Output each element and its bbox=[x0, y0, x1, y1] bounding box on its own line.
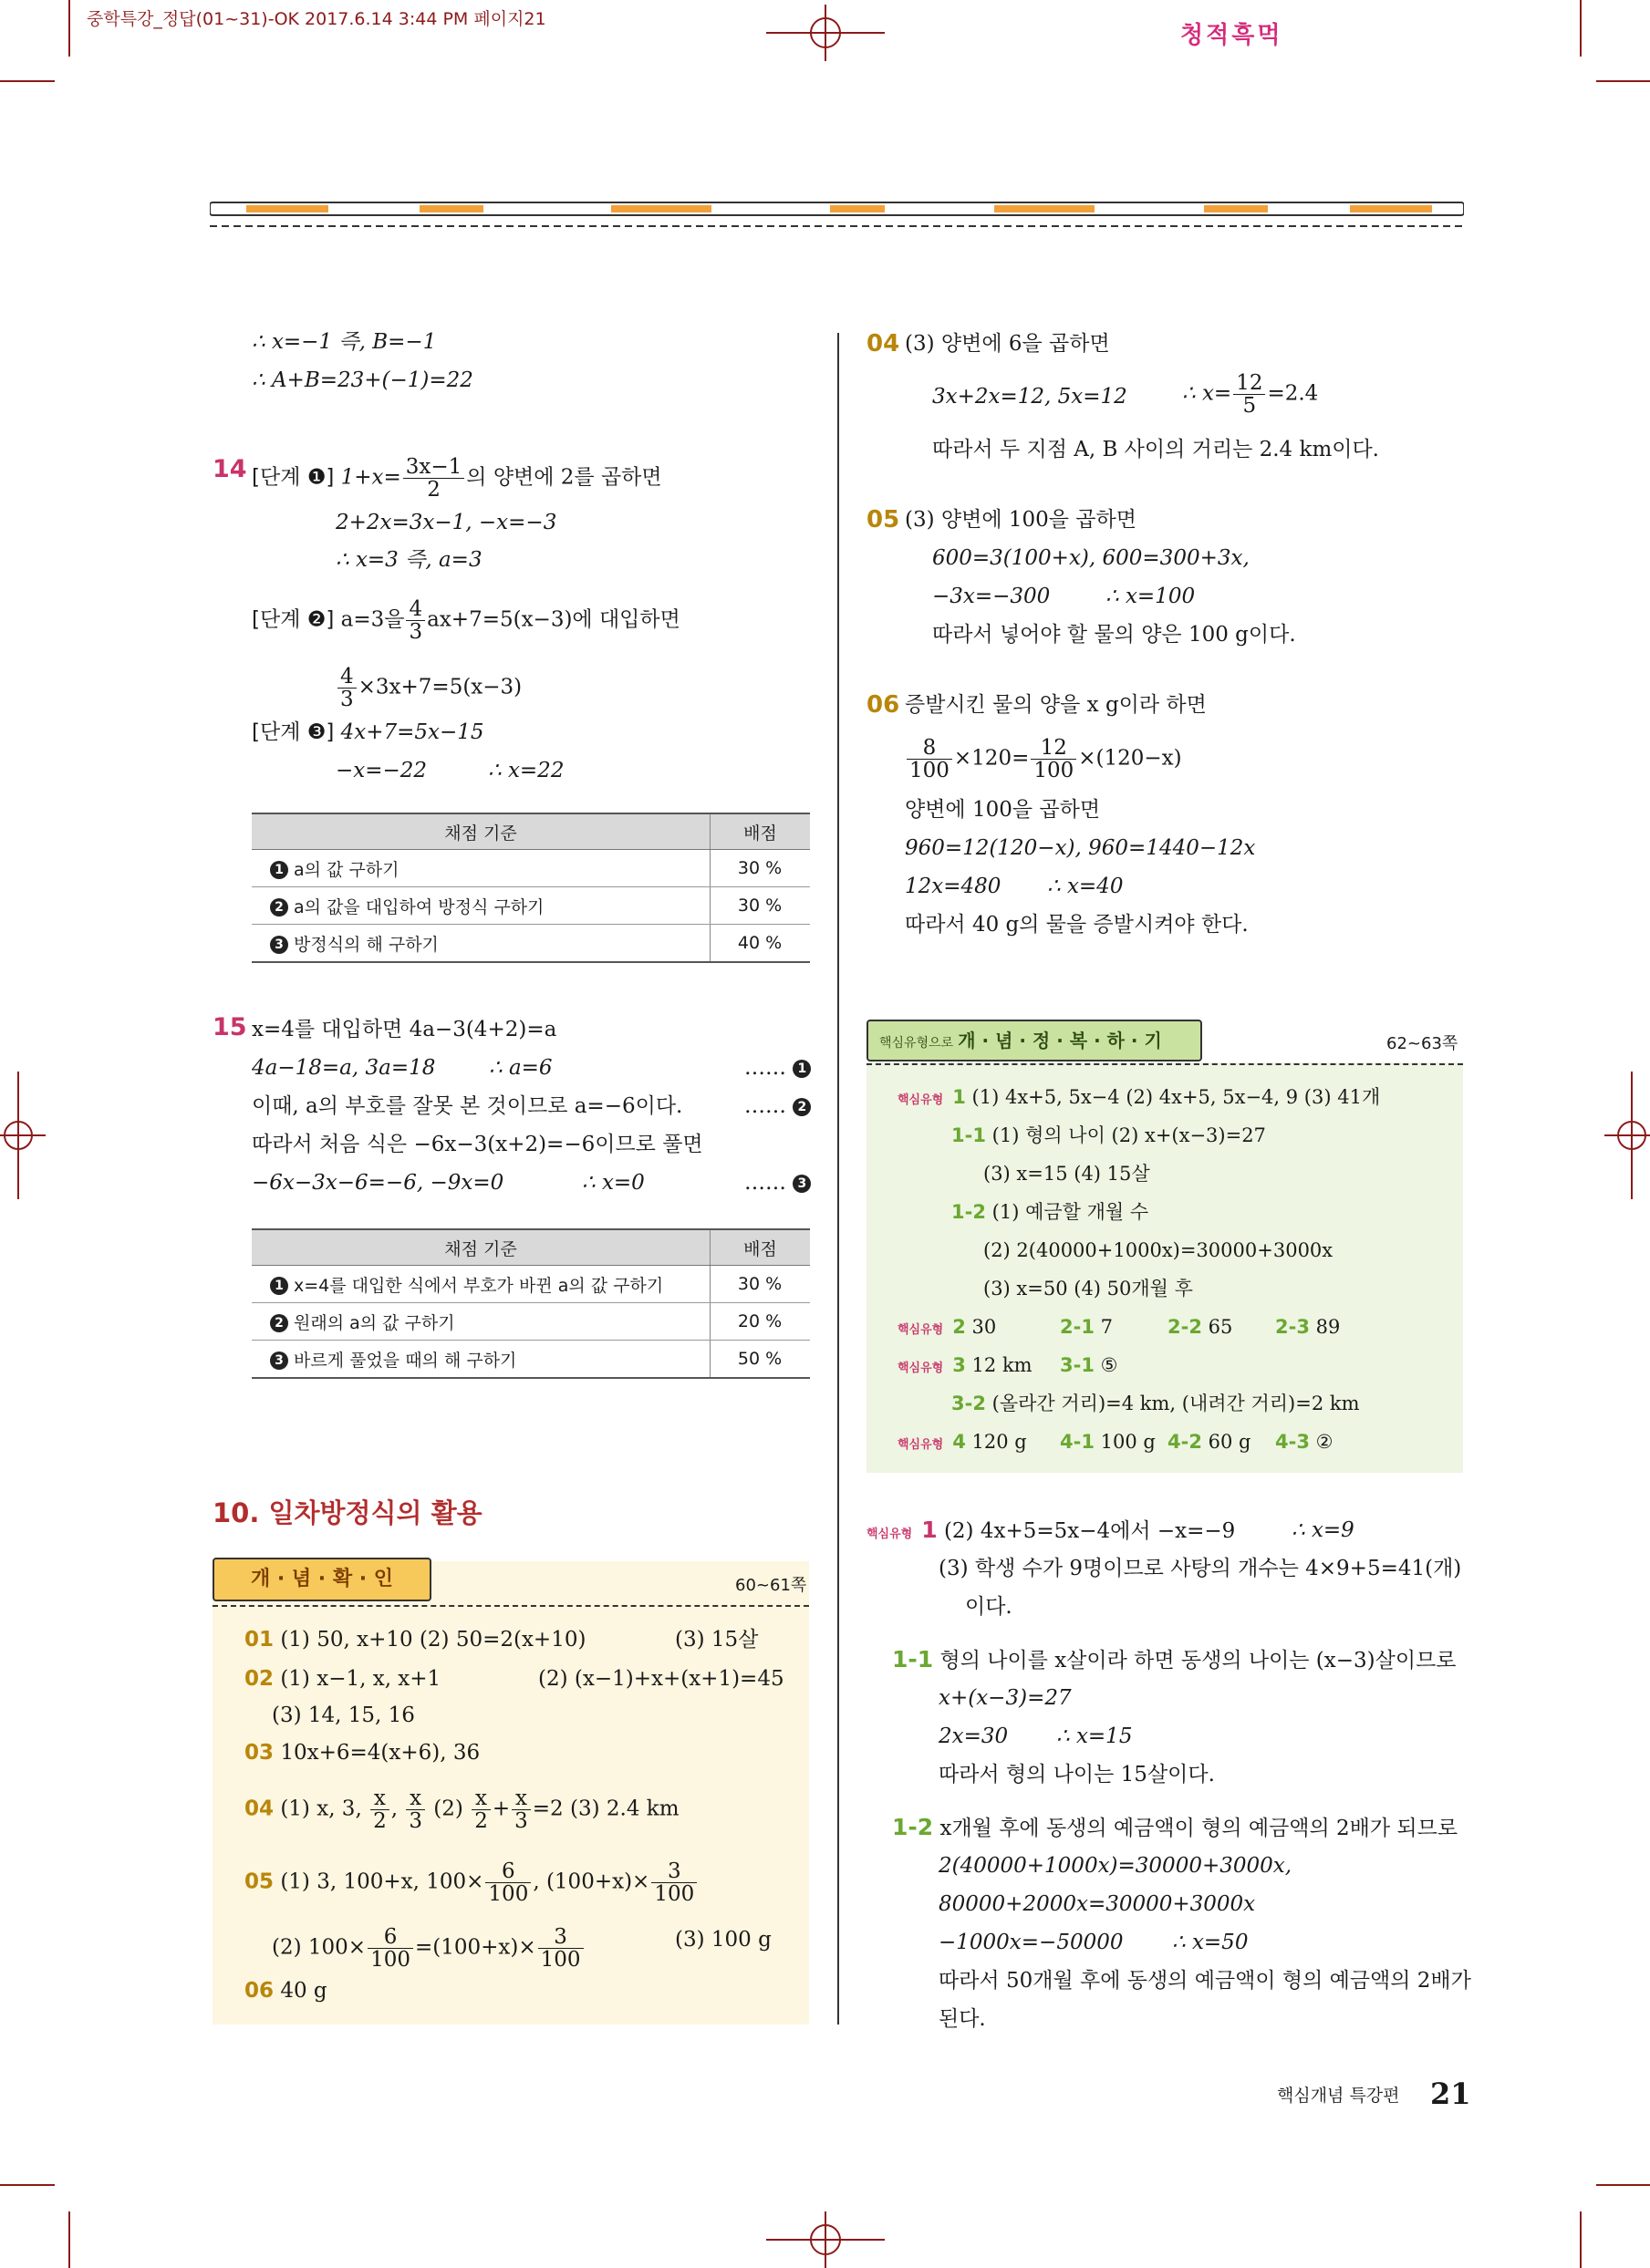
answer-text: 12 km bbox=[971, 1354, 1033, 1376]
math-line: −3x=−300 bbox=[932, 585, 1051, 608]
answer-number: 4 bbox=[952, 1431, 966, 1453]
answer-text: (3) 15살 bbox=[675, 1628, 759, 1652]
text-line: 따라서 처음 식은 −6x−3(x+2)=−6이므로 풀면 bbox=[252, 1133, 703, 1156]
step-line bbox=[252, 456, 662, 501]
text-line: 된다. bbox=[939, 2007, 986, 2031]
fraction: $\frac{12}{5}$ bbox=[1233, 372, 1265, 417]
page-range: 60~61쪽 bbox=[735, 1576, 807, 1595]
review-line bbox=[898, 1313, 996, 1344]
answer-text: , (100+x)× bbox=[533, 1869, 650, 1894]
math-text: ×120= bbox=[953, 746, 1030, 771]
review-line bbox=[898, 1351, 1033, 1383]
math-line: x+(x−3)=27 bbox=[939, 1686, 1072, 1710]
math-line bbox=[905, 737, 1182, 782]
answer-text: (2) 2(40000+1000x)=30000+3000x bbox=[983, 1239, 1333, 1261]
step-marker bbox=[744, 1169, 816, 1196]
table-row bbox=[252, 925, 810, 963]
fraction bbox=[406, 598, 425, 643]
table-header: 채점 기준 bbox=[252, 813, 711, 850]
math-line bbox=[1182, 372, 1318, 417]
table-cell: 30 % bbox=[711, 1266, 811, 1303]
answer-text: 100 g bbox=[1100, 1431, 1156, 1453]
answer-text: (3) x=15 (4) 15살 bbox=[983, 1163, 1150, 1185]
answer-number: 05 bbox=[244, 1869, 275, 1894]
answer-text: 40 g bbox=[280, 1979, 327, 2003]
review-line bbox=[951, 1390, 1360, 1417]
registration-mark-icon bbox=[0, 1072, 46, 1199]
table-row bbox=[252, 1341, 810, 1379]
answer-number: 2-2 bbox=[1167, 1316, 1202, 1338]
text-line: 이다. bbox=[965, 1595, 1012, 1619]
page-range: 62~63쪽 bbox=[1386, 1034, 1458, 1053]
review-tab-big: 개 · 념 · 정 · 복 · 하 · 기 bbox=[958, 1030, 1162, 1051]
math-line: ∴ x=22 bbox=[488, 759, 565, 782]
text-line: (3) 양변에 6을 곱하면 bbox=[905, 332, 1110, 356]
answer-line bbox=[244, 1977, 327, 2004]
answer-number: 01 bbox=[244, 1628, 275, 1652]
math-line: ∴ x=3 즉, a=3 bbox=[336, 548, 483, 572]
answer-text: (3) x=50 (4) 50개월 후 bbox=[983, 1278, 1193, 1300]
answer-text: ② bbox=[1315, 1431, 1333, 1453]
scoring-table bbox=[252, 1228, 810, 1379]
registration-mark-icon bbox=[766, 5, 885, 61]
scoring-table bbox=[252, 813, 810, 963]
answer-line bbox=[244, 1739, 480, 1766]
fraction-top: 4 bbox=[337, 666, 357, 689]
answer-number: 1-2 bbox=[951, 1201, 986, 1223]
dots: …… bbox=[744, 1171, 786, 1195]
registration-mark-icon bbox=[766, 2211, 885, 2268]
math-line: 4a−18=a, 3a=18 bbox=[252, 1056, 436, 1080]
tag-label: 핵심유형 bbox=[867, 1528, 913, 1541]
math-text: 4x+7=5x−15 bbox=[340, 720, 484, 744]
math-line: ∴ x=40 bbox=[1047, 875, 1124, 898]
fraction: $\frac{x}{2}$ bbox=[370, 1787, 389, 1832]
page-number: 21 bbox=[1430, 2076, 1471, 2111]
answer-text: (1) x, 3, bbox=[280, 1797, 362, 1821]
answer-text: =2 (3) 2.4 km bbox=[532, 1797, 680, 1821]
math-line: x=4를 대입하면 4a−3(4+2)=a bbox=[252, 1018, 557, 1041]
step-label: [단계 ❷] bbox=[252, 607, 335, 632]
table-header: 배점 bbox=[711, 813, 811, 850]
table-cell: 20 % bbox=[711, 1303, 811, 1341]
answer-text: (2) 100× bbox=[272, 1935, 367, 1960]
problem-number: 14 bbox=[213, 455, 247, 483]
answer-text: 89 bbox=[1315, 1316, 1341, 1338]
text-line: 따라서 50개월 후에 동생의 예금액이 형의 예금액의 2배가 bbox=[939, 1969, 1471, 1993]
fraction-bottom: 3 bbox=[340, 688, 354, 712]
fraction-bottom: 3 bbox=[409, 620, 423, 645]
solution-line bbox=[892, 1814, 1458, 1842]
answer-number: 06 bbox=[244, 1979, 275, 2003]
dots: …… bbox=[744, 1094, 786, 1118]
fraction-bottom: 2 bbox=[427, 478, 441, 502]
step-marker-icon: 3 bbox=[270, 936, 288, 954]
crop-mark bbox=[1580, 0, 1582, 57]
crop-mark bbox=[1580, 2211, 1582, 2268]
answer-number: 03 bbox=[244, 1741, 275, 1765]
text-line: 따라서 형의 나이는 15살이다. bbox=[939, 1763, 1215, 1786]
math-line: 3x+2x=12, 5x=12 bbox=[932, 385, 1127, 409]
math-line: ∴ a=6 bbox=[489, 1056, 553, 1080]
crop-mark bbox=[68, 0, 70, 57]
answer-line bbox=[244, 1860, 699, 1905]
registration-mark-icon bbox=[1604, 1072, 1650, 1199]
table-cell: 50 % bbox=[711, 1341, 811, 1379]
crop-mark bbox=[68, 2211, 70, 2268]
answer-text: (1) 3, 100+x, 100× bbox=[280, 1869, 484, 1894]
text: ax+7=5(x−3)에 대입하면 bbox=[427, 607, 680, 632]
fraction-top: 4 bbox=[406, 598, 425, 621]
review-line bbox=[1060, 1351, 1117, 1379]
section-title: 10. 일차방정식의 활용 bbox=[213, 1497, 483, 1528]
math-line: 960=12(120−x), 960=1440−12x bbox=[905, 836, 1256, 860]
math-line: 2+2x=3x−1, −x=−3 bbox=[336, 511, 557, 534]
problem-number: 06 bbox=[867, 691, 900, 719]
answer-number: 4-1 bbox=[1060, 1431, 1095, 1453]
answer-number: 3 bbox=[952, 1354, 966, 1376]
fraction: $\frac{x}{3}$ bbox=[406, 1787, 425, 1832]
answer-number: 1-1 bbox=[951, 1124, 986, 1146]
answer-number: 2 bbox=[952, 1316, 966, 1338]
math-text: =2.4 bbox=[1267, 381, 1319, 406]
text-line: 증발시킨 물의 양을 x g이라 하면 bbox=[905, 693, 1207, 717]
tag-label: 핵심유형 bbox=[898, 1438, 944, 1452]
answer-text: (2) 4x+5=5x−4에서 −x=−9 bbox=[943, 1519, 1236, 1543]
answer-text: 60 g bbox=[1208, 1431, 1251, 1453]
answer-line bbox=[244, 1665, 441, 1693]
math-text: a=3을 bbox=[340, 607, 405, 632]
fraction bbox=[337, 666, 357, 710]
review-line bbox=[1060, 1313, 1113, 1341]
fraction bbox=[403, 456, 465, 501]
review-line bbox=[1275, 1313, 1340, 1341]
fraction: $\frac{8}{100}$ bbox=[907, 737, 952, 782]
answer-text: (1) 50, x+10 (2) 50=2(x+10) bbox=[280, 1628, 586, 1652]
crop-mark bbox=[0, 80, 55, 82]
answer-number: 4-3 bbox=[1275, 1431, 1310, 1453]
fraction: $\frac{12}{100}$ bbox=[1031, 737, 1076, 782]
answer-text: (2) (x−1)+x+(x+1)=45 bbox=[538, 1667, 784, 1691]
crop-mark bbox=[0, 2184, 55, 2186]
answer-text: 7 bbox=[1100, 1316, 1114, 1338]
answer-number: 3-2 bbox=[951, 1393, 986, 1414]
answer-text: (올라간 거리)=4 km, (내려간 거리)=2 km bbox=[991, 1393, 1360, 1414]
review-line bbox=[1060, 1428, 1156, 1455]
step-line bbox=[252, 598, 680, 643]
step-marker bbox=[744, 1054, 816, 1082]
answer-line bbox=[272, 1926, 586, 1971]
step-marker-icon: 2 bbox=[270, 898, 288, 917]
math-line: 80000+2000x=30000+3000x bbox=[939, 1892, 1256, 1916]
table-header: 채점 기준 bbox=[252, 1229, 711, 1266]
solution-line bbox=[892, 1646, 1457, 1674]
column-divider bbox=[837, 333, 839, 2025]
review-line bbox=[898, 1083, 1380, 1114]
math-text: 1+x= bbox=[340, 465, 401, 490]
answer-line bbox=[244, 1626, 586, 1653]
tag-label: 핵심유형 bbox=[898, 1323, 944, 1337]
table-row bbox=[252, 850, 810, 887]
text-line: 따라서 넣어야 할 물의 양은 100 g이다. bbox=[932, 623, 1296, 647]
math-line bbox=[336, 666, 522, 710]
answer-text: (3) 100 g bbox=[675, 1928, 772, 1952]
review-line bbox=[1275, 1428, 1333, 1455]
step-marker-icon: 1 bbox=[270, 861, 288, 879]
answer-number: 4-2 bbox=[1167, 1431, 1202, 1453]
table-cell: 30 % bbox=[711, 850, 811, 887]
answer-text: (2) bbox=[433, 1797, 463, 1821]
fraction-top: 3x−1 bbox=[403, 456, 465, 479]
answer-number: 1 bbox=[952, 1086, 966, 1108]
text-line: 따라서 두 지점 A, B 사이의 거리는 2.4 km이다. bbox=[932, 438, 1379, 461]
step-marker-icon: 3 bbox=[793, 1175, 811, 1193]
step-marker-icon: 2 bbox=[793, 1098, 811, 1116]
table-cell: a의 값 구하기 bbox=[294, 859, 400, 880]
tag-label: 핵심유형 bbox=[898, 1362, 944, 1375]
review-tab-small: 핵심유형으로 bbox=[879, 1036, 954, 1051]
answer-text: 120 g bbox=[971, 1431, 1027, 1453]
answer-line: 04 (1) x, 3, $\frac{x}{2}$ , $\frac{x}{3}$ (2) $\frac{x}{2}$ + $\frac{x}{3}$ =2 (3) 2.4 km bbox=[244, 1786, 680, 1834]
math-line: ∴ x=9 bbox=[1292, 1518, 1354, 1542]
math-line: −x=−22 bbox=[336, 759, 428, 782]
math-line: ∴ x=50 bbox=[1172, 1931, 1249, 1954]
math-text: ∴ x= bbox=[1182, 381, 1232, 406]
answer-text: (1) 예금할 개월 수 bbox=[991, 1201, 1149, 1223]
book-title: 핵심개념 특강편 bbox=[1277, 2086, 1400, 2106]
review-line bbox=[951, 1122, 1266, 1149]
review-line bbox=[1167, 1428, 1250, 1455]
answer-text: 10x+6=4(x+6), 36 bbox=[280, 1741, 481, 1765]
answer-number: 1-1 bbox=[892, 1646, 934, 1673]
text-line: 따라서 40 g의 물을 증발시켜야 한다. bbox=[905, 913, 1249, 937]
answer-text: (1) 4x+5, 5x−4 (2) 4x+5, 5x−4, 9 (3) 41개 bbox=[971, 1086, 1381, 1108]
math-line: 12x=480 bbox=[905, 875, 1001, 898]
step-marker-icon: 1 bbox=[270, 1277, 288, 1295]
crop-mark bbox=[1596, 80, 1650, 82]
table-row bbox=[252, 887, 810, 925]
dashed-rule bbox=[867, 1063, 1463, 1065]
tag-label: 핵심유형 bbox=[898, 1093, 944, 1107]
answer-number: 04 bbox=[244, 1797, 275, 1821]
step-marker-icon: 3 bbox=[270, 1351, 288, 1370]
review-tab bbox=[867, 1020, 1202, 1062]
table-row bbox=[252, 1266, 810, 1303]
review-line bbox=[951, 1198, 1148, 1226]
crop-mark bbox=[1596, 2184, 1650, 2186]
answer-text: (3) 14, 15, 16 bbox=[272, 1704, 415, 1727]
review-line bbox=[898, 1428, 1027, 1459]
problem-number: 05 bbox=[867, 506, 900, 533]
math-line: ∴ x=100 bbox=[1105, 585, 1196, 608]
step-line bbox=[252, 719, 484, 746]
step-marker-icon: 1 bbox=[793, 1060, 811, 1078]
header-band bbox=[210, 197, 1464, 233]
fraction: $\frac{3}{100}$ bbox=[651, 1860, 697, 1905]
table-row bbox=[252, 1303, 810, 1341]
file-info: 중학특강_정답(01~31)-OK 2017.6.14 3:44 PM 페이지21 bbox=[87, 9, 546, 29]
step-marker bbox=[744, 1093, 816, 1120]
math-line: ∴ x=15 bbox=[1056, 1724, 1133, 1748]
dots: …… bbox=[744, 1056, 786, 1080]
fraction: $\frac{6}{100}$ bbox=[485, 1860, 531, 1905]
answer-number: 2-1 bbox=[1060, 1316, 1095, 1338]
answer-text: ⑤ bbox=[1100, 1354, 1118, 1376]
solution-line bbox=[867, 1517, 1235, 1548]
table-cell: 40 % bbox=[711, 925, 811, 963]
dashed-rule bbox=[213, 1605, 809, 1607]
answer-text: (1) x−1, x, x+1 bbox=[280, 1667, 441, 1691]
math-line: −1000x=−50000 bbox=[939, 1931, 1124, 1954]
answer-text: 30 bbox=[971, 1316, 997, 1338]
problem-number: 15 bbox=[213, 1013, 247, 1041]
answer-text: (1) 형의 나이 (2) x+(x−3)=27 bbox=[991, 1124, 1266, 1146]
fraction: $\frac{x}{2}$ bbox=[472, 1787, 491, 1832]
problem-number: 04 bbox=[867, 330, 900, 357]
fraction: $\frac{x}{3}$ bbox=[512, 1787, 531, 1832]
answer-number: 1 bbox=[921, 1517, 938, 1543]
math-text: ×(120−x) bbox=[1078, 746, 1182, 771]
answer-number: 02 bbox=[244, 1667, 275, 1691]
math-text: ×3x+7=5(x−3) bbox=[358, 675, 523, 699]
text-line: ∴ x=−1 즉, B=−1 bbox=[252, 330, 437, 354]
math-line: ∴ x=0 bbox=[582, 1171, 645, 1195]
fraction: $\frac{6}{100}$ bbox=[368, 1926, 413, 1971]
table-header: 배점 bbox=[711, 1229, 811, 1266]
table-cell: 방정식의 해 구하기 bbox=[294, 934, 439, 955]
table-cell: 30 % bbox=[711, 887, 811, 925]
math-line: −6x−3x−6=−6, −9x=0 bbox=[252, 1171, 504, 1195]
text-line: 이때, a의 부호를 잘못 본 것이므로 a=−6이다. bbox=[252, 1094, 683, 1118]
step-label: [단계 ❶] bbox=[252, 465, 335, 490]
table-cell: 원래의 a의 값 구하기 bbox=[294, 1312, 455, 1333]
answer-text: 65 bbox=[1208, 1316, 1233, 1338]
table-cell: x=4를 대입한 식에서 부호가 바뀐 a의 값 구하기 bbox=[294, 1275, 664, 1296]
text-line: (3) 학생 수가 9명이므로 사탕의 개수는 4×9+5=41(개) bbox=[939, 1557, 1462, 1580]
answer-text: x개월 후에 동생의 예금액이 형의 예금액의 2배가 되므로 bbox=[939, 1817, 1458, 1840]
table-cell: a의 값을 대입하여 방정식 구하기 bbox=[294, 896, 545, 917]
text-line: (3) 양변에 100을 곱하면 bbox=[905, 508, 1136, 532]
review-line bbox=[1167, 1313, 1232, 1341]
answer-text: =(100+x)× bbox=[414, 1935, 536, 1960]
text-line: ∴ A+B=23+(−1)=22 bbox=[252, 368, 473, 392]
step-marker-icon: 2 bbox=[270, 1314, 288, 1332]
math-line: 2x=30 bbox=[939, 1724, 1009, 1748]
math-line: 2(40000+1000x)=30000+3000x, bbox=[939, 1854, 1292, 1878]
text-line: 양변에 100을 곱하면 bbox=[905, 798, 1101, 822]
fraction: $\frac{3}{100}$ bbox=[538, 1926, 584, 1971]
table-cell: 바르게 풀었을 때의 해 구하기 bbox=[294, 1350, 517, 1371]
brand-label: 청적흑먹 bbox=[1180, 22, 1283, 49]
answer-number: 3-1 bbox=[1060, 1354, 1095, 1376]
answer-number: 1-2 bbox=[892, 1814, 934, 1840]
answer-number: 2-3 bbox=[1275, 1316, 1310, 1338]
text: 의 양변에 2를 곱하면 bbox=[466, 465, 662, 490]
answer-text: 형의 나이를 x살이라 하면 동생의 나이는 (x−3)살이므로 bbox=[939, 1649, 1457, 1673]
step-label: [단계 ❸] bbox=[252, 720, 335, 744]
math-line: 600=3(100+x), 600=300+3x, bbox=[932, 546, 1250, 570]
box-label: 개 · 념 · 확 · 인 bbox=[213, 1558, 431, 1601]
